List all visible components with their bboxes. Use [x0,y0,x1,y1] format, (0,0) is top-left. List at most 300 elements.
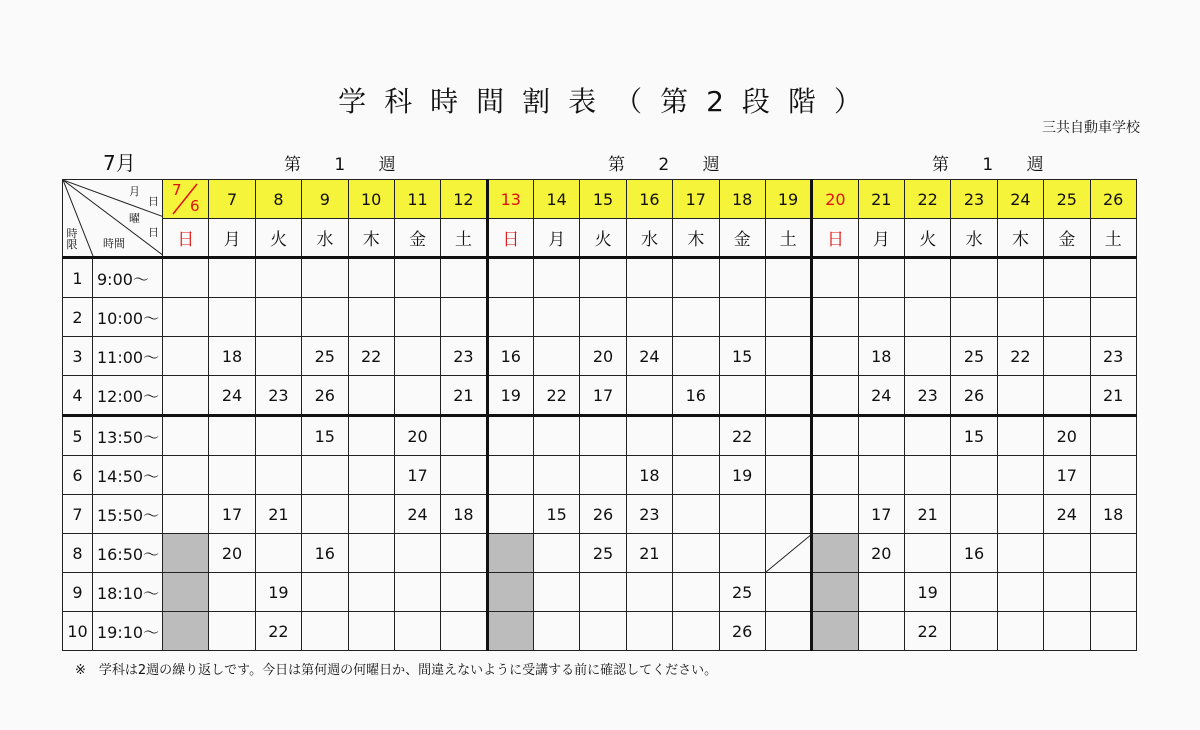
lesson-cell [905,337,951,376]
period-time: 13:50〜 [93,416,163,456]
lesson-cell [858,612,904,651]
lesson-cell [580,416,626,456]
date-cell: 19 [765,180,811,219]
lesson-cell [348,534,394,573]
lesson-cell [905,534,951,573]
lesson-cell: 25 [580,534,626,573]
lesson-cell [163,416,209,456]
lesson-cell [1044,376,1090,416]
lesson-cell [812,612,858,651]
footnote: ※ 学科は2週の繰り返しです。今日は第何週の何曜日か、間違えないように受講する前に確認してください。 [75,663,718,678]
period-time: 16:50〜 [93,534,163,573]
lesson-cell: 20 [858,534,904,573]
lesson-cell [1044,337,1090,376]
lesson-cell: 16 [951,534,997,573]
lesson-cell [858,573,904,612]
lesson-cell [580,456,626,495]
lesson-cell [441,534,487,573]
lesson-cell [209,612,255,651]
lesson-cell [487,258,533,298]
week-label-3: 第 1 週 [932,155,1058,175]
lesson-cell: 15 [534,495,580,534]
lesson-cell: 17 [394,456,440,495]
lesson-cell [905,258,951,298]
lesson-cell [209,416,255,456]
lesson-cell [997,534,1043,573]
period-time: 10:00〜 [93,298,163,337]
lesson-cell [163,456,209,495]
date-cell: 23 [951,180,997,219]
lesson-cell [534,337,580,376]
period-time: 12:00〜 [93,376,163,416]
lesson-cell [255,456,301,495]
month-label: 7月 [103,151,136,175]
lesson-cell: 23 [441,337,487,376]
weekday-cell: 水 [626,219,672,258]
period-row [63,298,1137,337]
lesson-cell [209,573,255,612]
lesson-cell [163,376,209,416]
date-cell: 13 [487,180,533,219]
period-row [63,456,1137,495]
lesson-cell: 26 [580,495,626,534]
lesson-cell [163,534,209,573]
lesson-cell [626,416,672,456]
lesson-cell [163,573,209,612]
lesson-cell [765,495,811,534]
lesson-cell [673,258,719,298]
weekday-cell: 月 [534,219,580,258]
lesson-cell [1090,573,1136,612]
lesson-cell [348,495,394,534]
lesson-cell [487,495,533,534]
lesson-cell [812,298,858,337]
date-cell: 22 [905,180,951,219]
date-cell: 18 [719,180,765,219]
lesson-cell [487,456,533,495]
lesson-cell [394,376,440,416]
header-corner [63,180,163,258]
lesson-cell [394,258,440,298]
lesson-cell [858,416,904,456]
period-number: 4 [63,376,93,416]
lesson-cell [812,376,858,416]
lesson-cell [997,258,1043,298]
lesson-cell [997,376,1043,416]
lesson-cell [534,258,580,298]
lesson-cell [951,298,997,337]
lesson-cell [534,456,580,495]
weekday-cell: 月 [858,219,904,258]
lesson-cell [765,456,811,495]
lesson-cell [163,612,209,651]
weekday-cell: 木 [673,219,719,258]
lesson-cell [348,416,394,456]
lesson-cell: 16 [302,534,348,573]
lesson-cell [302,258,348,298]
lesson-cell: 25 [719,573,765,612]
lesson-cell [858,298,904,337]
period-number: 10 [63,612,93,651]
lesson-cell [997,416,1043,456]
lesson-cell [951,456,997,495]
lesson-cell [858,258,904,298]
lesson-cell [765,612,811,651]
lesson-cell: 23 [1090,337,1136,376]
lesson-cell [997,456,1043,495]
date-cell: 25 [1044,180,1090,219]
lesson-cell [812,495,858,534]
lesson-cell: 21 [905,495,951,534]
period-time: 11:00〜 [93,337,163,376]
lesson-cell: 26 [951,376,997,416]
lesson-cell [348,298,394,337]
lesson-cell: 21 [626,534,672,573]
weekday-cell: 日 [487,219,533,258]
lesson-cell [255,337,301,376]
lesson-cell: 24 [1044,495,1090,534]
lesson-cell: 19 [719,456,765,495]
corner-label-day2: 日 [148,226,159,239]
lesson-cell [302,612,348,651]
lesson-cell: 22 [719,416,765,456]
weekday-cell: 土 [765,219,811,258]
lesson-cell: 17 [209,495,255,534]
weekday-cell: 火 [255,219,301,258]
weekday-cell: 木 [348,219,394,258]
lesson-cell [302,298,348,337]
lesson-cell [394,534,440,573]
lesson-cell [1090,612,1136,651]
lesson-cell [348,258,394,298]
lesson-cell: 17 [1044,456,1090,495]
corner-label-day: 日 [148,195,159,208]
lesson-cell [255,258,301,298]
lesson-cell: 15 [302,416,348,456]
page-title: 学科時間割表（第2段階） [338,85,880,118]
date-cell: 21 [858,180,904,219]
date-cell: 11 [394,180,440,219]
period-row [63,376,1137,416]
lesson-cell: 22 [997,337,1043,376]
lesson-cell [765,258,811,298]
lesson-cell [163,258,209,298]
date-cell: 8 [255,180,301,219]
corner-label-jikan: 時間 [103,237,125,250]
lesson-cell: 19 [255,573,301,612]
lesson-cell: 23 [255,376,301,416]
lesson-cell [765,573,811,612]
lesson-cell: 26 [719,612,765,651]
lesson-cell [626,258,672,298]
period-row [63,337,1137,376]
weekday-row [63,219,1137,258]
lesson-cell [1090,298,1136,337]
lesson-cell [951,495,997,534]
lesson-cell [765,416,811,456]
lesson-cell: 16 [673,376,719,416]
lesson-cell [534,534,580,573]
lesson-cell: 19 [487,376,533,416]
lesson-cell [905,416,951,456]
week-label-1: 第 1 週 [284,155,410,175]
period-number: 3 [63,337,93,376]
lesson-cell [394,337,440,376]
weekday-cell: 木 [997,219,1043,258]
period-number: 2 [63,298,93,337]
lesson-cell [719,258,765,298]
lesson-cell [997,573,1043,612]
lesson-cell [1044,258,1090,298]
period-number: 7 [63,495,93,534]
lesson-cell [580,258,626,298]
lesson-cell [487,573,533,612]
weekday-cell: 日 [163,219,209,258]
period-time: 18:10〜 [93,573,163,612]
weekday-cell: 水 [302,219,348,258]
weekday-cell: 日 [812,219,858,258]
lesson-cell: 15 [719,337,765,376]
lesson-cell [580,612,626,651]
lesson-cell [673,456,719,495]
lesson-cell [673,612,719,651]
lesson-cell [534,573,580,612]
weekday-cell: 金 [394,219,440,258]
lesson-cell: 26 [302,376,348,416]
date-row [63,180,1137,219]
lesson-cell [209,258,255,298]
period-number: 1 [63,258,93,298]
date-cell: 15 [580,180,626,219]
lesson-cell [673,337,719,376]
lesson-cell [1044,573,1090,612]
lesson-cell: 21 [1090,376,1136,416]
lesson-cell [163,298,209,337]
lesson-cell: 24 [858,376,904,416]
lesson-cell [905,456,951,495]
lesson-cell: 24 [209,376,255,416]
lesson-cell: 20 [1044,416,1090,456]
lesson-cell: 24 [394,495,440,534]
lesson-cell: 20 [394,416,440,456]
lesson-cell [348,573,394,612]
lesson-cell [905,298,951,337]
lesson-cell [858,456,904,495]
lesson-cell [719,298,765,337]
period-time: 15:50〜 [93,495,163,534]
lesson-cell: 25 [951,337,997,376]
lesson-cell [302,573,348,612]
lesson-cell [673,573,719,612]
lesson-cell [765,298,811,337]
lesson-cell [1044,612,1090,651]
lesson-cell [255,534,301,573]
lesson-cell [441,573,487,612]
lesson-cell [626,612,672,651]
lesson-cell [951,573,997,612]
lesson-cell [394,298,440,337]
date-cell-7-6 [163,180,209,219]
lesson-cell: 25 [302,337,348,376]
lesson-cell [255,298,301,337]
lesson-cell: 22 [905,612,951,651]
lesson-cell [163,337,209,376]
lesson-cell [673,495,719,534]
lesson-cell [673,534,719,573]
lesson-cell: 21 [441,376,487,416]
lesson-cell [1090,258,1136,298]
lesson-cell [209,298,255,337]
lesson-cell: 18 [441,495,487,534]
lesson-cell: 22 [255,612,301,651]
weekday-cell: 火 [580,219,626,258]
period-row [63,534,1137,573]
lesson-cell [580,298,626,337]
lesson-cell [812,534,858,573]
date-cell: 20 [812,180,858,219]
lesson-cell [163,495,209,534]
lesson-cell [673,416,719,456]
lesson-cell [441,298,487,337]
lesson-cell [951,612,997,651]
period-row [63,495,1137,534]
lesson-cell [997,495,1043,534]
lesson-cell: 23 [626,495,672,534]
lesson-cell: 18 [626,456,672,495]
weekday-cell: 土 [441,219,487,258]
lesson-cell [441,456,487,495]
lesson-cell [673,298,719,337]
date-cell: 16 [626,180,672,219]
date-cell: 24 [997,180,1043,219]
date-day: 6 [190,197,200,215]
date-cell: 17 [673,180,719,219]
lesson-cell [534,298,580,337]
lesson-cell: 16 [487,337,533,376]
corner-label-jigen: 時限 [66,227,78,251]
lesson-cell [1044,298,1090,337]
weekday-cell: 火 [905,219,951,258]
weekday-cell: 土 [1090,219,1136,258]
weekday-cell: 水 [951,219,997,258]
lesson-cell [209,456,255,495]
lesson-cell [812,573,858,612]
lesson-cell: 24 [626,337,672,376]
date-cell: 12 [441,180,487,219]
lesson-cell [765,376,811,416]
lesson-cell [1090,456,1136,495]
date-cell: 26 [1090,180,1136,219]
timetable [62,179,1137,651]
lesson-cell [719,534,765,573]
lesson-cell [441,416,487,456]
lesson-cell [1090,416,1136,456]
lesson-cell [1044,534,1090,573]
lesson-cell [765,337,811,376]
date-cell: 14 [534,180,580,219]
lesson-cell [394,573,440,612]
date-cell: 9 [302,180,348,219]
lesson-cell [348,376,394,416]
lesson-cell [1090,534,1136,573]
lesson-cell [487,534,533,573]
school-name: 三共自動車学校 [1042,120,1140,136]
lesson-cell: 22 [534,376,580,416]
period-number: 8 [63,534,93,573]
period-row [63,573,1137,612]
lesson-cell [302,495,348,534]
lesson-cell [487,612,533,651]
lesson-cell: 17 [580,376,626,416]
period-time: 9:00〜 [93,258,163,298]
lesson-cell [255,416,301,456]
date-cell: 10 [348,180,394,219]
lesson-cell: 22 [348,337,394,376]
weekday-cell: 金 [719,219,765,258]
period-time: 19:10〜 [93,612,163,651]
period-row [63,258,1137,298]
period-row [63,612,1137,651]
lesson-cell [348,612,394,651]
period-time: 14:50〜 [93,456,163,495]
lesson-cell [626,376,672,416]
lesson-cell: 18 [209,337,255,376]
lesson-cell [951,258,997,298]
period-number: 6 [63,456,93,495]
lesson-cell [534,612,580,651]
lesson-cell [626,573,672,612]
lesson-cell [441,258,487,298]
lesson-cell [812,337,858,376]
period-number: 9 [63,573,93,612]
date-cell: 7 [209,180,255,219]
lesson-cell [394,612,440,651]
lesson-cell [997,612,1043,651]
lesson-cell [997,298,1043,337]
weekday-cell: 月 [209,219,255,258]
lesson-cell [812,456,858,495]
lesson-cell [812,416,858,456]
period-number: 5 [63,416,93,456]
lesson-cell [441,612,487,651]
lesson-cell: 15 [951,416,997,456]
lesson-cell: 23 [905,376,951,416]
corner-label-month: 月 [129,185,140,198]
lesson-cell [626,298,672,337]
lesson-cell [580,573,626,612]
lesson-cell: 18 [1090,495,1136,534]
date-month: 7 [172,181,182,199]
lesson-cell [487,416,533,456]
period-row [63,416,1137,456]
corner-label-youbi: 曜 [129,212,140,225]
week-label-2: 第 2 週 [608,155,734,175]
lesson-cell [719,376,765,416]
lesson-cell: 19 [905,573,951,612]
lesson-cell [348,456,394,495]
weekday-cell: 金 [1044,219,1090,258]
lesson-cell [487,298,533,337]
lesson-cell: 20 [580,337,626,376]
no-class-slash-cell [765,534,811,573]
lesson-cell [719,495,765,534]
lesson-cell: 18 [858,337,904,376]
lesson-cell: 17 [858,495,904,534]
lesson-cell [812,258,858,298]
lesson-cell: 21 [255,495,301,534]
lesson-cell [302,456,348,495]
lesson-cell [534,416,580,456]
